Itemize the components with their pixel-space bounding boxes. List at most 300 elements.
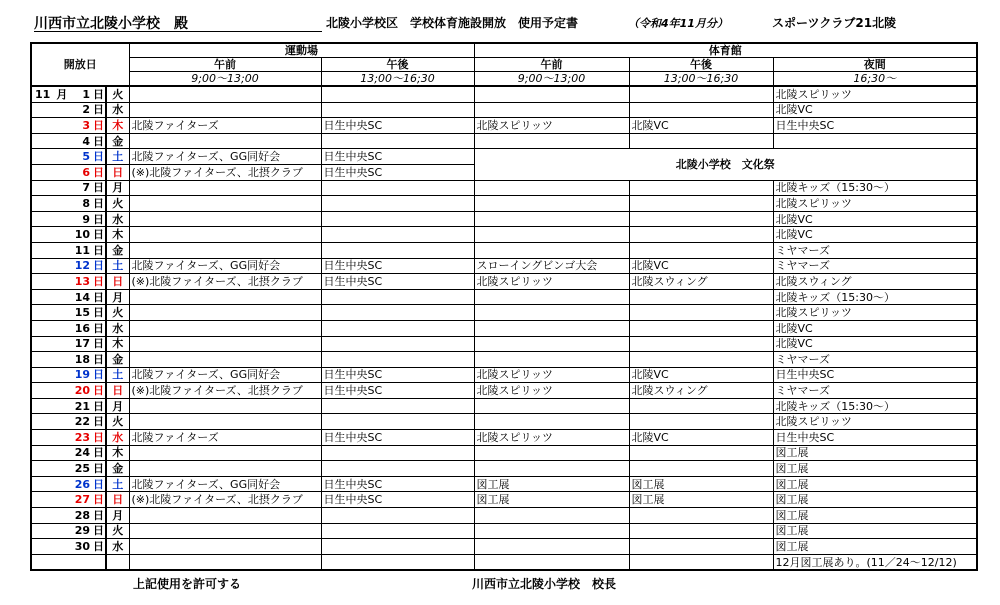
- table-row: [31, 430, 977, 446]
- header-row-venue: [31, 43, 977, 58]
- day-number: 3: [67, 118, 92, 134]
- gym-pm-cell: [629, 289, 773, 305]
- ground-am-cell: [129, 211, 321, 227]
- ground-pm-time: 13;00～16;30: [321, 72, 474, 87]
- day-unit: 日: [93, 87, 104, 101]
- ground-pm-cell: [321, 211, 474, 227]
- day-number: 15: [67, 305, 92, 321]
- ground-am-cell: [129, 242, 321, 258]
- gym-night-cell: 日生中央SC: [773, 118, 977, 134]
- ground-pm-cell: 日生中央SC: [321, 274, 474, 290]
- gym-am-cell: 図工展: [474, 492, 629, 508]
- weekday: 月: [106, 398, 129, 414]
- month-cell: [31, 508, 67, 524]
- gym-night-cell: 日生中央SC: [773, 367, 977, 383]
- weekday: 土: [106, 258, 129, 274]
- ground-pm-cell: [321, 414, 474, 430]
- month-cell: [31, 180, 67, 196]
- gym-night-cell: ミヤマーズ: [773, 242, 977, 258]
- table-row: [31, 227, 977, 243]
- ground-am-cell: [129, 180, 321, 196]
- ground-pm-cell: [321, 227, 474, 243]
- gym-am-cell: [474, 445, 629, 461]
- day-unit: 日: [93, 508, 104, 522]
- gym-pm-cell: 図工展: [629, 476, 773, 492]
- weekday: 土: [106, 149, 129, 165]
- table-row: [31, 398, 977, 414]
- month-cell: [31, 133, 67, 149]
- day-number: 26: [67, 476, 92, 492]
- table-row: [31, 211, 977, 227]
- month-cell: [31, 414, 67, 430]
- weekday: 日: [106, 274, 129, 290]
- day-unit: 日: [93, 165, 104, 179]
- gym-pm-cell: [629, 102, 773, 118]
- gym-pm-cell: [629, 352, 773, 368]
- gym-pm-cell: [629, 414, 773, 430]
- festival-cell: 北陵小学校 文化祭: [474, 149, 977, 180]
- ground-pm-cell: [321, 242, 474, 258]
- principal-text: 川西市立北陵小学校 校長: [472, 577, 617, 591]
- gym-night-cell: 図工展: [773, 492, 977, 508]
- gym-pm-cell: [629, 133, 773, 149]
- gym-night-cell: 北陵VC: [773, 211, 977, 227]
- table-row: [31, 414, 977, 430]
- day-unit: 日: [93, 384, 104, 398]
- note-cell: 12月図工展あり。(11／24～12/12): [773, 554, 977, 570]
- weekday: 木: [106, 227, 129, 243]
- ground-pm-cell: [321, 180, 474, 196]
- weekday: 水: [106, 539, 129, 555]
- gym-pm-cell: [629, 336, 773, 352]
- day-number: 22: [67, 414, 92, 430]
- day-number: [67, 554, 92, 570]
- table-row: [31, 352, 977, 368]
- month-cell: [31, 383, 67, 399]
- day-number: 16: [67, 320, 92, 336]
- month-cell: [31, 554, 67, 570]
- gym-pm-cell: 北陵スウィング: [629, 274, 773, 290]
- day-number: 6: [67, 164, 92, 180]
- ground-am-cell: (※)北陵ファイターズ、北摂クラブ: [129, 383, 321, 399]
- day-number: 10: [67, 227, 92, 243]
- table-row: [31, 523, 977, 539]
- ground-am-cell: [129, 445, 321, 461]
- table-row: [31, 274, 977, 290]
- ground-am-cell: [129, 461, 321, 477]
- day-number: 13: [67, 274, 92, 290]
- ground-am-cell: 北陵ファイターズ、GG同好会: [129, 476, 321, 492]
- gym-night-cell: 北陵スピリッツ: [773, 86, 977, 102]
- weekday: 火: [106, 414, 129, 430]
- day-unit: 日: [93, 196, 104, 210]
- ground-pm-cell: 日生中央SC: [321, 383, 474, 399]
- day-unit: 日: [93, 259, 104, 273]
- month-cell: [31, 164, 67, 180]
- ground-am-cell: [129, 336, 321, 352]
- gym-night-cell: 図工展: [773, 445, 977, 461]
- gym-am-cell: [474, 523, 629, 539]
- addressee: 川西市立北陵小学校 殿: [34, 13, 322, 32]
- ground-am-cell: [129, 352, 321, 368]
- day-unit: 日: [93, 446, 104, 460]
- day-number: 25: [67, 461, 92, 477]
- day-number: 24: [67, 445, 92, 461]
- table-row: [31, 383, 977, 399]
- gym-am-cell: [474, 554, 629, 570]
- day-number: 27: [67, 492, 92, 508]
- gym-night-cell: 北陵スピリッツ: [773, 414, 977, 430]
- month-cell: [31, 398, 67, 414]
- table-row: [31, 367, 977, 383]
- table-row: [31, 492, 977, 508]
- gym-am-cell: [474, 320, 629, 336]
- gym-pm-header: 午後: [629, 58, 773, 72]
- ground-am-cell: [129, 227, 321, 243]
- ground-pm-cell: 日生中央SC: [321, 118, 474, 134]
- gym-am-cell: 北陵スピリッツ: [474, 118, 629, 134]
- venue-gym-header: 体育館: [474, 43, 977, 58]
- gym-pm-cell: [629, 461, 773, 477]
- gym-am-cell: [474, 86, 629, 102]
- weekday: 火: [106, 196, 129, 212]
- month-cell: [31, 336, 67, 352]
- ground-am-cell: (※)北陵ファイターズ、北摂クラブ: [129, 274, 321, 290]
- ground-am-cell: [129, 196, 321, 212]
- day-number: 4: [67, 133, 92, 149]
- weekday: 月: [106, 180, 129, 196]
- month-cell: [31, 102, 67, 118]
- weekday: 土: [106, 367, 129, 383]
- ground-pm-cell: 日生中央SC: [321, 149, 474, 165]
- day-number: 12: [67, 258, 92, 274]
- ground-pm-cell: 日生中央SC: [321, 258, 474, 274]
- month-cell: [31, 461, 67, 477]
- gym-night-cell: 北陵VC: [773, 102, 977, 118]
- weekday: 金: [106, 352, 129, 368]
- gym-pm-cell: [629, 523, 773, 539]
- weekday: [106, 554, 129, 570]
- gym-pm-cell: [629, 554, 773, 570]
- gym-am-cell: [474, 461, 629, 477]
- table-row: [31, 86, 977, 102]
- ground-pm-cell: 日生中央SC: [321, 492, 474, 508]
- gym-pm-cell: [629, 86, 773, 102]
- day-unit: 日: [93, 118, 104, 132]
- day-unit: 日: [93, 477, 104, 491]
- gym-am-cell: 北陵スピリッツ: [474, 274, 629, 290]
- day-unit: 日: [93, 399, 104, 413]
- header-row-time: [31, 72, 977, 87]
- table-row: [31, 196, 977, 212]
- day-unit: 日: [93, 134, 104, 148]
- table-row: [31, 133, 977, 149]
- document-title: 北陵小学校区 学校体育施設開放 使用予定書: [326, 16, 579, 30]
- ground-am-cell: [129, 414, 321, 430]
- ground-am-cell: [129, 320, 321, 336]
- table-row: [31, 102, 977, 118]
- ground-pm-cell: [321, 289, 474, 305]
- weekday: 木: [106, 118, 129, 134]
- month-cell: [31, 149, 67, 165]
- table-row: [31, 320, 977, 336]
- gym-pm-cell: [629, 180, 773, 196]
- ground-pm-cell: [321, 305, 474, 321]
- table-row: [31, 336, 977, 352]
- weekday: 月: [106, 508, 129, 524]
- ground-pm-cell: [321, 508, 474, 524]
- gym-night-cell: ミヤマーズ: [773, 258, 977, 274]
- day-number: 29: [67, 523, 92, 539]
- kaiho-header: 開放日: [31, 43, 129, 86]
- gym-night-cell: 北陵VC: [773, 336, 977, 352]
- ground-am-cell: (※)北陵ファイターズ、北摂クラブ: [129, 164, 321, 180]
- table-row: [31, 476, 977, 492]
- weekday: 金: [106, 133, 129, 149]
- ground-am-cell: [129, 133, 321, 149]
- gym-pm-cell: [629, 508, 773, 524]
- day-unit: 日: [93, 430, 104, 444]
- gym-pm-cell: [629, 320, 773, 336]
- month-cell: [31, 242, 67, 258]
- ground-pm-cell: [321, 523, 474, 539]
- table-row: [31, 461, 977, 477]
- gym-night-cell: 北陵VC: [773, 320, 977, 336]
- gym-am-cell: [474, 211, 629, 227]
- day-unit: 日: [93, 352, 104, 366]
- gym-pm-cell: 北陵VC: [629, 118, 773, 134]
- day-unit: 日: [93, 493, 104, 507]
- header-row-slot: [31, 58, 977, 72]
- ground-pm-cell: [321, 336, 474, 352]
- weekday: 木: [106, 336, 129, 352]
- weekday: 水: [106, 430, 129, 446]
- month-cell: [31, 289, 67, 305]
- gym-pm-cell: 北陵VC: [629, 430, 773, 446]
- month-cell: [31, 352, 67, 368]
- gym-night-cell: 日生中央SC: [773, 430, 977, 446]
- gym-am-cell: [474, 242, 629, 258]
- table-row: [31, 242, 977, 258]
- day-unit: 日: [93, 337, 104, 351]
- gym-night-cell: 北陵キッズ（15:30～）: [773, 289, 977, 305]
- ground-am-cell: [129, 523, 321, 539]
- ground-am-header: 午前: [129, 58, 321, 72]
- weekday: 火: [106, 305, 129, 321]
- table-row: [31, 149, 977, 165]
- ground-pm-cell: [321, 133, 474, 149]
- gym-night-cell: 北陵スピリッツ: [773, 305, 977, 321]
- gym-night-cell: 図工展: [773, 461, 977, 477]
- month-cell: [31, 539, 67, 555]
- weekday: 火: [106, 523, 129, 539]
- ground-am-cell: [129, 539, 321, 555]
- gym-am-cell: [474, 227, 629, 243]
- month-cell: [31, 196, 67, 212]
- ground-am-cell: [129, 289, 321, 305]
- gym-night-header: 夜間: [773, 58, 977, 72]
- ground-am-cell: 北陵ファイターズ、GG同好会: [129, 149, 321, 165]
- weekday: 月: [106, 289, 129, 305]
- gym-am-cell: [474, 133, 629, 149]
- ground-pm-cell: [321, 398, 474, 414]
- gym-am-header: 午前: [474, 58, 629, 72]
- month-cell: [31, 367, 67, 383]
- ground-pm-cell: 日生中央SC: [321, 430, 474, 446]
- month-cell: [31, 320, 67, 336]
- ground-am-cell: [129, 102, 321, 118]
- month-cell: [31, 523, 67, 539]
- ground-am-time: 9;00～13;00: [129, 72, 321, 87]
- day-number: 14: [67, 289, 92, 305]
- gym-am-cell: [474, 289, 629, 305]
- gym-pm-cell: [629, 305, 773, 321]
- ground-pm-cell: [321, 539, 474, 555]
- ground-pm-cell: [321, 102, 474, 118]
- gym-pm-cell: 北陵スウィング: [629, 383, 773, 399]
- weekday: 日: [106, 383, 129, 399]
- day-unit: 日: [93, 306, 104, 320]
- day-unit: 日: [93, 321, 104, 335]
- table-row: [31, 180, 977, 196]
- gym-am-cell: [474, 352, 629, 368]
- day-unit: 日: [93, 228, 104, 242]
- weekday: 水: [106, 320, 129, 336]
- weekday: 金: [106, 242, 129, 258]
- gym-pm-cell: [629, 445, 773, 461]
- gym-night-cell: 北陵スウィング: [773, 274, 977, 290]
- gym-night-cell: 北陵VC: [773, 227, 977, 243]
- ground-am-cell: [129, 508, 321, 524]
- weekday: 日: [106, 164, 129, 180]
- table-row: [31, 289, 977, 305]
- gym-night-cell: 北陵スピリッツ: [773, 196, 977, 212]
- weekday: 日: [106, 492, 129, 508]
- ground-am-cell: 北陵ファイターズ: [129, 118, 321, 134]
- schedule-table: [30, 42, 978, 571]
- day-number: 11: [67, 242, 92, 258]
- gym-night-cell: 図工展: [773, 476, 977, 492]
- gym-pm-cell: [629, 398, 773, 414]
- gym-am-cell: 図工展: [474, 476, 629, 492]
- ground-pm-cell: 日生中央SC: [321, 476, 474, 492]
- day-unit: 日: [93, 181, 104, 195]
- day-number: 23: [67, 430, 92, 446]
- day-unit: 日: [93, 415, 104, 429]
- day-unit: [92, 554, 106, 570]
- ground-pm-cell: [321, 352, 474, 368]
- day-unit: 日: [93, 212, 104, 226]
- day-number: 17: [67, 336, 92, 352]
- gym-pm-cell: [629, 196, 773, 212]
- ground-pm-cell: [321, 554, 474, 570]
- gym-am-time: 9;00～13;00: [474, 72, 629, 87]
- ground-am-cell: 北陵ファイターズ: [129, 430, 321, 446]
- gym-night-time: 16;30～: [773, 72, 977, 87]
- weekday: 金: [106, 461, 129, 477]
- gym-am-cell: [474, 102, 629, 118]
- month-cell: [31, 476, 67, 492]
- day-number: 28: [67, 508, 92, 524]
- month-cell: [31, 305, 67, 321]
- ground-am-cell: [129, 398, 321, 414]
- note-row: [31, 554, 977, 570]
- day-number: 5: [67, 149, 92, 165]
- month-cell: [31, 430, 67, 446]
- ground-am-cell: [129, 554, 321, 570]
- day-number: 9: [67, 211, 92, 227]
- month-cell: [31, 227, 67, 243]
- gym-am-cell: [474, 414, 629, 430]
- month-cell: [31, 258, 67, 274]
- day-number: 20: [67, 383, 92, 399]
- weekday: 水: [106, 211, 129, 227]
- day-number: 7: [67, 180, 92, 196]
- gym-am-cell: [474, 398, 629, 414]
- gym-pm-cell: [629, 211, 773, 227]
- gym-night-cell: ミヤマーズ: [773, 352, 977, 368]
- day-number: 8: [67, 196, 92, 212]
- ground-pm-cell: [321, 86, 474, 102]
- month-cell: [31, 492, 67, 508]
- day-number: 30: [67, 539, 92, 555]
- period-label: （令和4年11月分）: [628, 17, 728, 30]
- gym-pm-cell: [629, 539, 773, 555]
- weekday: 土: [106, 476, 129, 492]
- gym-am-cell: [474, 508, 629, 524]
- gym-am-cell: 北陵スピリッツ: [474, 383, 629, 399]
- gym-night-cell: [773, 133, 977, 149]
- ground-am-cell: (※)北陵ファイターズ、北摂クラブ: [129, 492, 321, 508]
- gym-am-cell: [474, 336, 629, 352]
- gym-night-cell: ミヤマーズ: [773, 383, 977, 399]
- weekday: 木: [106, 445, 129, 461]
- club-name: スポーツクラブ21北陵: [772, 16, 897, 30]
- day-unit: 日: [93, 462, 104, 476]
- day-unit: 日: [93, 103, 104, 117]
- ground-pm-cell: 日生中央SC: [321, 367, 474, 383]
- weekday: 水: [106, 102, 129, 118]
- table-row: [31, 445, 977, 461]
- gym-am-cell: スローイングビンゴ大会: [474, 258, 629, 274]
- day-unit: 日: [93, 243, 104, 257]
- gym-am-cell: [474, 180, 629, 196]
- ground-pm-cell: [321, 196, 474, 212]
- day-unit: 日: [93, 524, 104, 538]
- gym-night-cell: 北陵キッズ（15:30～）: [773, 398, 977, 414]
- day-unit: 日: [93, 274, 104, 288]
- day-unit: 日: [93, 150, 104, 164]
- gym-pm-time: 13;00～16;30: [629, 72, 773, 87]
- ground-pm-cell: [321, 461, 474, 477]
- gym-am-cell: 北陵スピリッツ: [474, 430, 629, 446]
- day-number: 2: [67, 102, 92, 118]
- ground-pm-cell: 日生中央SC: [321, 164, 474, 180]
- day-unit: 日: [93, 368, 104, 382]
- table-row: [31, 305, 977, 321]
- ground-pm-header: 午後: [321, 58, 474, 72]
- weekday: 火: [106, 86, 129, 102]
- table-row: [31, 508, 977, 524]
- month-cell: [31, 211, 67, 227]
- gym-pm-cell: 北陵VC: [629, 367, 773, 383]
- table-row: [31, 258, 977, 274]
- ground-am-cell: [129, 305, 321, 321]
- day-number: 1: [67, 86, 92, 102]
- permission-text: 上記使用を許可する: [133, 577, 242, 591]
- table-row: [31, 118, 977, 134]
- day-unit: 日: [93, 540, 104, 554]
